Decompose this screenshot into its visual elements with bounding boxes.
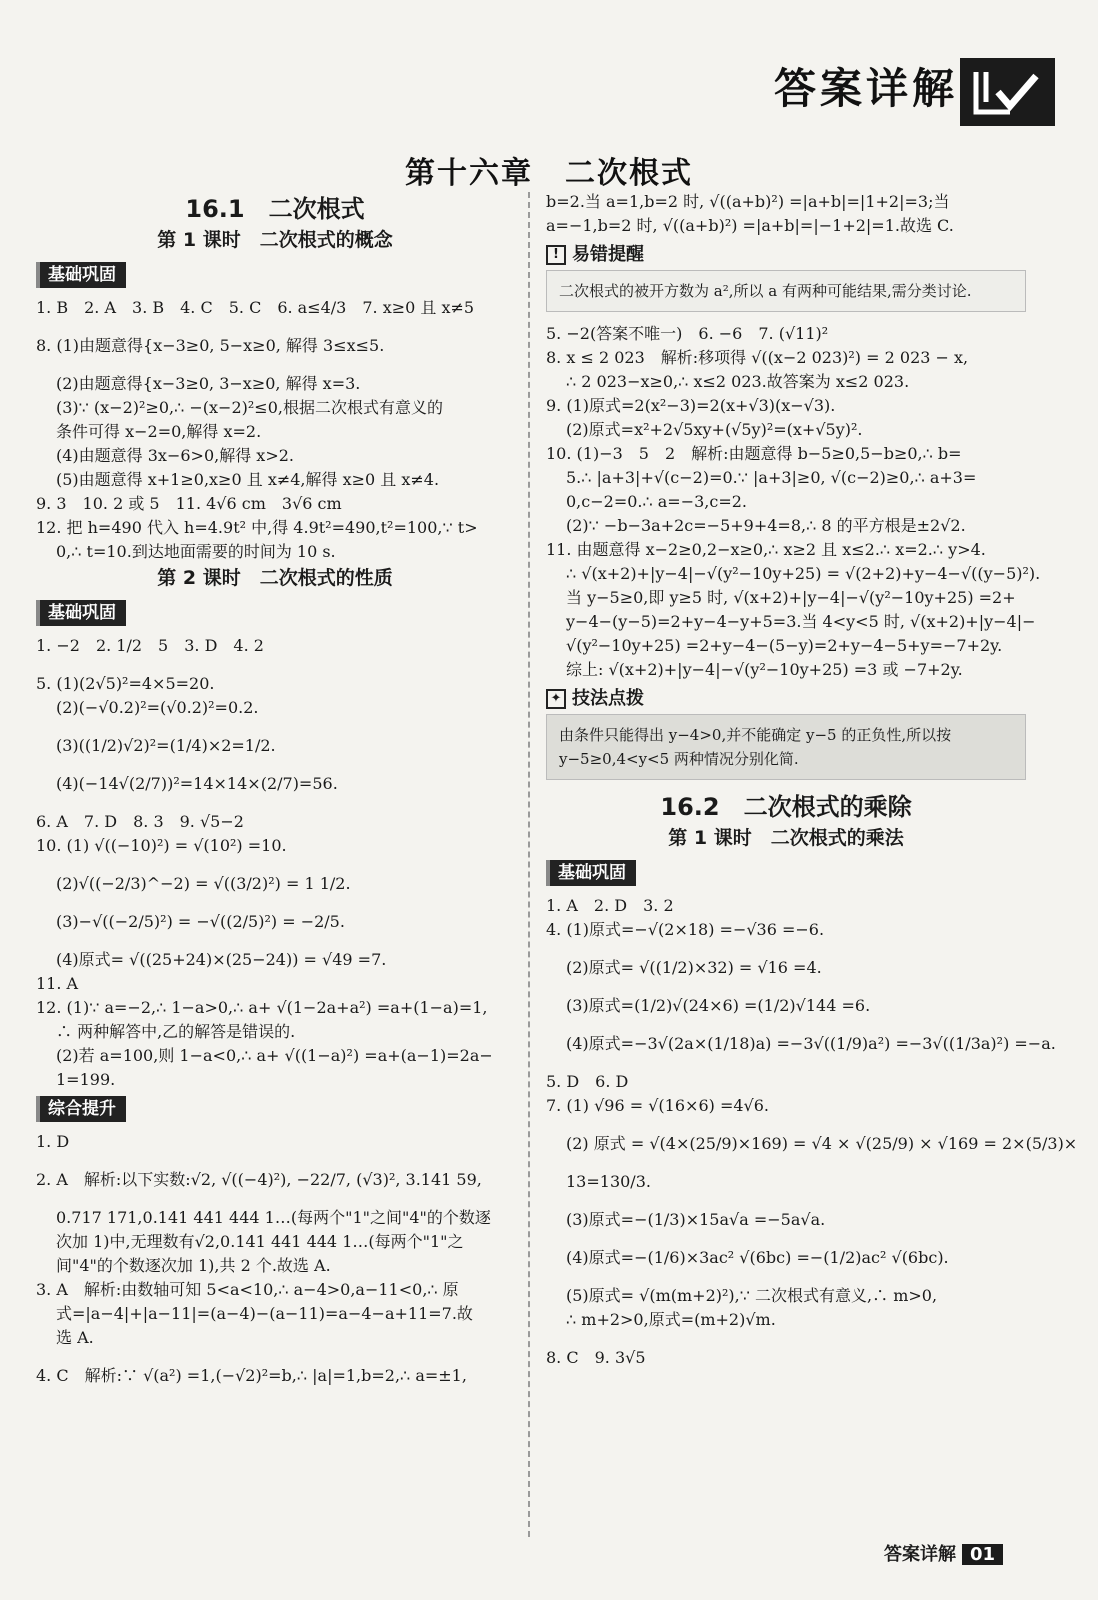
answer-line: 5. D 6. D: [546, 1072, 629, 1091]
answer-line: 1=199.: [56, 1070, 116, 1089]
answer-line: 11. 由题意得 x−2≥0,2−x≥0,∴ x≥2 且 x≤2.∴ x=2.∴ y>4.: [546, 540, 986, 559]
technique-tip-heading: [546, 686, 1026, 712]
answer-line: (2) 原式 = √(4×(25/9)×169) = √4 × √(25/9) × √169 = 2×(5/3)×: [566, 1134, 1078, 1153]
answer-line: 3. A 解析:由数轴可知 5<a<10,∴ a−4>0,a−11<0,∴ 原: [36, 1280, 459, 1299]
answer-line: 10. (1) √((−10)²) = √(10²) =10.: [36, 836, 287, 855]
answer-line: 1. A 2. D 3. 2: [546, 896, 674, 915]
answer-line: 12. 把 h=490 代入 h=4.9t² 中,得 4.9t²=490,t²=100,∵ t>: [36, 518, 478, 537]
answer-line: 7. (1) √96 = √(16×6) =4√6.: [546, 1096, 769, 1115]
answer-line: 式=|a−4|+|a−11|=(a−4)−(a−11)=a−4−a+11=7.故: [56, 1304, 473, 1323]
answer-line: (2)若 a=100,则 1−a<0,∴ a+ √((1−a)²) =a+(a−1)=2a−: [56, 1046, 493, 1065]
answer-line: (2)√((−2/3)^−2) = √((3/2)²) = 1 1/2.: [56, 874, 351, 893]
answer-line: 综上: √(x+2)+|y−4|−√(y²−10y+25) =3 或 −7+2y.: [566, 660, 963, 679]
answer-line: (5)由题意得 x+1≥0,x≥0 且 x≠4,解得 x≥0 且 x≠4.: [56, 470, 440, 489]
page-header: [0, 52, 1098, 132]
header-title: 答案详解: [773, 64, 958, 113]
answer-line: (4)原式=−(1/6)×3ac² √(6bc) =−(1/2)ac² √(6bc).: [566, 1248, 949, 1267]
answer-line: 0,∴ t=10.到达地面需要的时间为 10 s.: [56, 542, 336, 561]
answer-line: ∴ √(x+2)+|y−4|−√(y²−10y+25) = √(2+2)+y−4−√((y−5)²).: [566, 564, 1041, 583]
right-column: [546, 190, 1078, 1370]
answer-line: 次加 1)中,无理数有√2,0.141 441 444 1…(每两个"1"之: [56, 1232, 464, 1251]
answer-line: 5. −2(答案不唯一) 6. −6 7. (√11)²: [546, 324, 829, 343]
lesson-1-title: 第 1 课时 二次根式的概念: [157, 229, 393, 251]
answer-line: 1. D: [36, 1132, 70, 1151]
section-16-2-title: 16.2 二次根式的乘除: [660, 793, 912, 821]
answer-line: 8. C 9. 3√5: [546, 1348, 646, 1367]
answer-line: 当 y−5≥0,即 y≥5 时, √(x+2)+|y−4|−√(y²−10y+25) =2+: [566, 588, 1016, 607]
answer-line: 间"4"的个数逐次加 1),共 2 个.故选 A.: [56, 1256, 331, 1275]
answer-line: 5.∴ |a+3|+√(c−2)=0.∵ |a+3|≥0, √(c−2)≥0,∴ a+3=: [566, 468, 977, 487]
answer-line: (4)原式= √((25+24)×(25−24)) = √49 =7.: [56, 950, 387, 969]
mistake-reminder-box: 二次根式的被开方数为 a²,所以 a 有两种可能结果,需分类讨论.: [546, 270, 1026, 312]
checkmark-logo-icon: [960, 58, 1055, 126]
answer-line: 4. (1)原式=−√(2×18) =−√36 =−6.: [546, 920, 825, 939]
lightbulb-icon: ✦: [546, 689, 566, 709]
answer-line: 11. A: [36, 974, 79, 993]
answer-line: 9. 3 10. 2 或 5 11. 4√6 cm 3√6 cm: [36, 494, 342, 513]
exclamation-icon: !: [546, 245, 566, 265]
answer-line: 0,c−2=0.∴ a=−3,c=2.: [566, 492, 747, 511]
mistake-reminder-heading: [546, 242, 1026, 268]
answer-line: (3)原式=−(1/3)×15a√a =−5a√a.: [566, 1210, 826, 1229]
technique-tip-label: 技法点拨: [572, 688, 644, 709]
answer-line: (3)原式=(1/2)√(24×6) =(1/2)√144 =6.: [566, 996, 871, 1015]
technique-tip-box: 由条件只能得出 y−4>0,并不能确定 y−5 的正负性,所以按 y−5≥0,4<y<5 两种情况分别化简.: [546, 714, 1026, 780]
answer-line: y−4−(y−5)=2+y−4−y+5=3.当 4<y<5 时, √(x+2)+|y−4|−: [566, 612, 1036, 631]
answer-line: ∴ m+2>0,原式=(m+2)√m.: [566, 1310, 776, 1329]
answer-line: 8. (1)由题意得{x−3≥0, 5−x≥0, 解得 3≤x≤5.: [36, 336, 385, 355]
answer-line: 9. (1)原式=2(x²−3)=2(x+√3)(x−√3).: [546, 396, 836, 415]
answer-line: 选 A.: [56, 1328, 94, 1347]
lesson-2-title: 第 2 课时 二次根式的性质: [157, 567, 393, 589]
answer-line: 4. C 解析:∵ √(a²) =1,(−√2)²=b,∴ |a|=1,b=2,∴ a=±1,: [36, 1366, 467, 1385]
basic-badge: 基础巩固: [36, 600, 126, 626]
comprehensive-badge: 综合提升: [36, 1096, 126, 1122]
answer-line: 0.717 171,0.141 441 444 1…(每两个"1"之间"4"的个数逐: [56, 1208, 491, 1227]
answer-line: a=−1,b=2 时, √((a+b)²) =|a+b|=|−1+2|=1.故选 C.: [546, 216, 954, 235]
left-column: [36, 190, 514, 1388]
footer-label: 答案详解: [884, 1544, 956, 1565]
answer-line: (4)由题意得 3x−6>0,解得 x>2.: [56, 446, 294, 465]
answer-line: ∴ 2 023−x≥0,∴ x≤2 023.故答案为 x≤2 023.: [566, 372, 910, 391]
answer-line: 6. A 7. D 8. 3 9. √5−2: [36, 812, 244, 831]
answer-line: (2)(−√0.2)²=(√0.2)²=0.2.: [56, 698, 259, 717]
column-divider: [528, 192, 530, 1537]
answer-line: 1. −2 2. 1/2 5 3. D 4. 2: [36, 636, 264, 655]
answer-line: ∴ 两种解答中,乙的解答是错误的.: [56, 1022, 296, 1041]
section-16-1-title: 16.1 二次根式: [185, 195, 365, 223]
answer-line: (3)−√((−2/5)²) = −√((2/5)²) = −2/5.: [56, 912, 345, 931]
answer-line: (2)∵ −b−3a+2c=−5+9+4=8,∴ 8 的平方根是±2√2.: [566, 516, 966, 535]
answer-line: √(y²−10y+25) =2+y−4−(5−y)=2+y−4−5+y=−7+2y.: [566, 636, 1003, 655]
basic-badge: 基础巩固: [36, 262, 126, 288]
answer-line: 10. (1)−3 5 2 解析:由题意得 b−5≥0,5−b≥0,∴ b=: [546, 444, 962, 463]
answer-line: 条件可得 x−2=0,解得 x=2.: [56, 422, 262, 441]
answer-line: (2)原式= √((1/2)×32) = √16 =4.: [566, 958, 822, 977]
chapter-title: 第十六章 二次根式: [405, 156, 693, 191]
answer-line: 1. B 2. A 3. B 4. C 5. C 6. a≤4/3 7. x≥0 且 x≠5: [36, 298, 475, 317]
answer-line: (3)∵ (x−2)²≥0,∴ −(x−2)²≤0,根据二次根式有意义的: [56, 398, 443, 417]
lesson-3-title: 第 1 课时 二次根式的乘法: [668, 827, 904, 849]
answer-line: 13=130/3.: [566, 1172, 651, 1191]
answer-line: (4)(−14√(2/7))²=14×14×(2/7)=56.: [56, 774, 338, 793]
answer-line: (5)原式= √(m(m+2)²),∵ 二次根式有意义,∴ m>0,: [566, 1286, 938, 1305]
answer-line: (3)((1/2)√2)²=(1/4)×2=1/2.: [56, 736, 276, 755]
answer-line: (2)由题意得{x−3≥0, 3−x≥0, 解得 x=3.: [56, 374, 361, 393]
answer-line: (2)原式=x²+2√5xy+(√5y)²=(x+√5y)².: [566, 420, 863, 439]
answer-line: 2. A 解析:以下实数:√2, √((−4)²), −22/7, (√3)², 3.141 59,: [36, 1170, 482, 1189]
basic-badge: 基础巩固: [546, 860, 636, 886]
answer-line: b=2.当 a=1,b=2 时, √((a+b)²) =|a+b|=|1+2|=3;当: [546, 192, 950, 211]
page-footer: [884, 1540, 1003, 1566]
answer-line: 12. (1)∵ a=−2,∴ 1−a>0,∴ a+ √(1−2a+a²) =a+(1−a)=1,: [36, 998, 488, 1017]
page-number: 01: [962, 1544, 1003, 1565]
answer-line: 8. x ≤ 2 023 解析:移项得 √((x−2 023)²) = 2 023 − x,: [546, 348, 969, 367]
mistake-reminder-label: 易错提醒: [572, 244, 644, 265]
answer-line: 5. (1)(2√5)²=4×5=20.: [36, 674, 215, 693]
answer-line: (4)原式=−3√(2a×(1/18)a) =−3√((1/9)a²) =−3√((1/3a)²) =−a.: [566, 1034, 1056, 1053]
